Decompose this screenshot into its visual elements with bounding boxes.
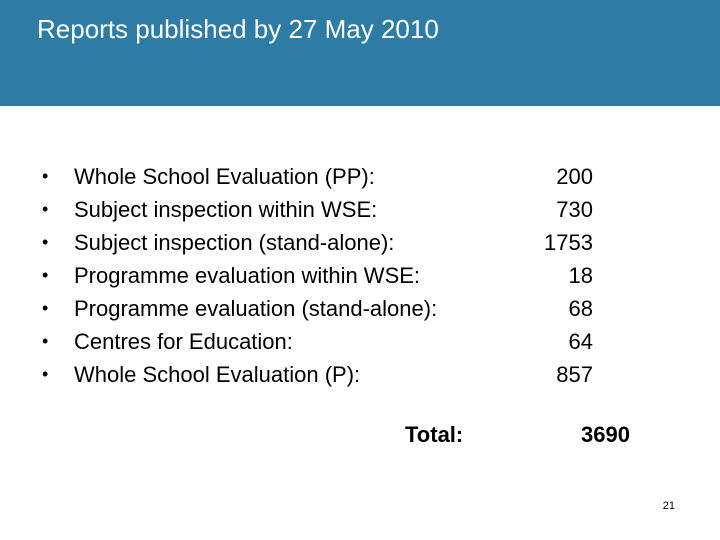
header-band [0,0,720,106]
list-item [0,259,720,292]
list-item [0,160,720,193]
item-label: Centres for Education: [74,329,293,354]
bullet: • [42,298,49,318]
list-item [0,193,720,226]
item-label: Whole School Evaluation (PP): [74,164,375,189]
bullet: • [42,232,49,252]
bullet: • [42,364,49,384]
item-value: 857 [556,362,593,387]
list-item [0,358,720,391]
item-value: 18 [568,263,593,288]
item-value: 200 [556,164,593,189]
bullet: • [42,166,49,186]
list-item [0,226,720,259]
item-label: Subject inspection (stand-alone): [74,230,395,255]
bullet: • [42,265,49,285]
item-value: 730 [556,197,593,222]
total-value: 3690 [581,422,630,447]
list-item [0,292,720,325]
bullet: • [42,199,49,219]
slide-title: Reports published by 27 May 2010 [37,14,439,44]
item-value: 68 [568,296,593,321]
item-label: Subject inspection within WSE: [74,197,378,222]
report-list [0,160,720,391]
item-label: Whole School Evaluation (P): [74,362,361,387]
item-label: Programme evaluation (stand-alone): [74,296,438,321]
total-label: Total: [405,422,464,447]
list-item [0,325,720,358]
bullet: • [42,331,49,351]
item-value: 64 [568,329,593,354]
item-label: Programme evaluation within WSE: [74,263,421,288]
item-value: 1753 [544,230,593,255]
page-number: 21 [662,500,675,512]
